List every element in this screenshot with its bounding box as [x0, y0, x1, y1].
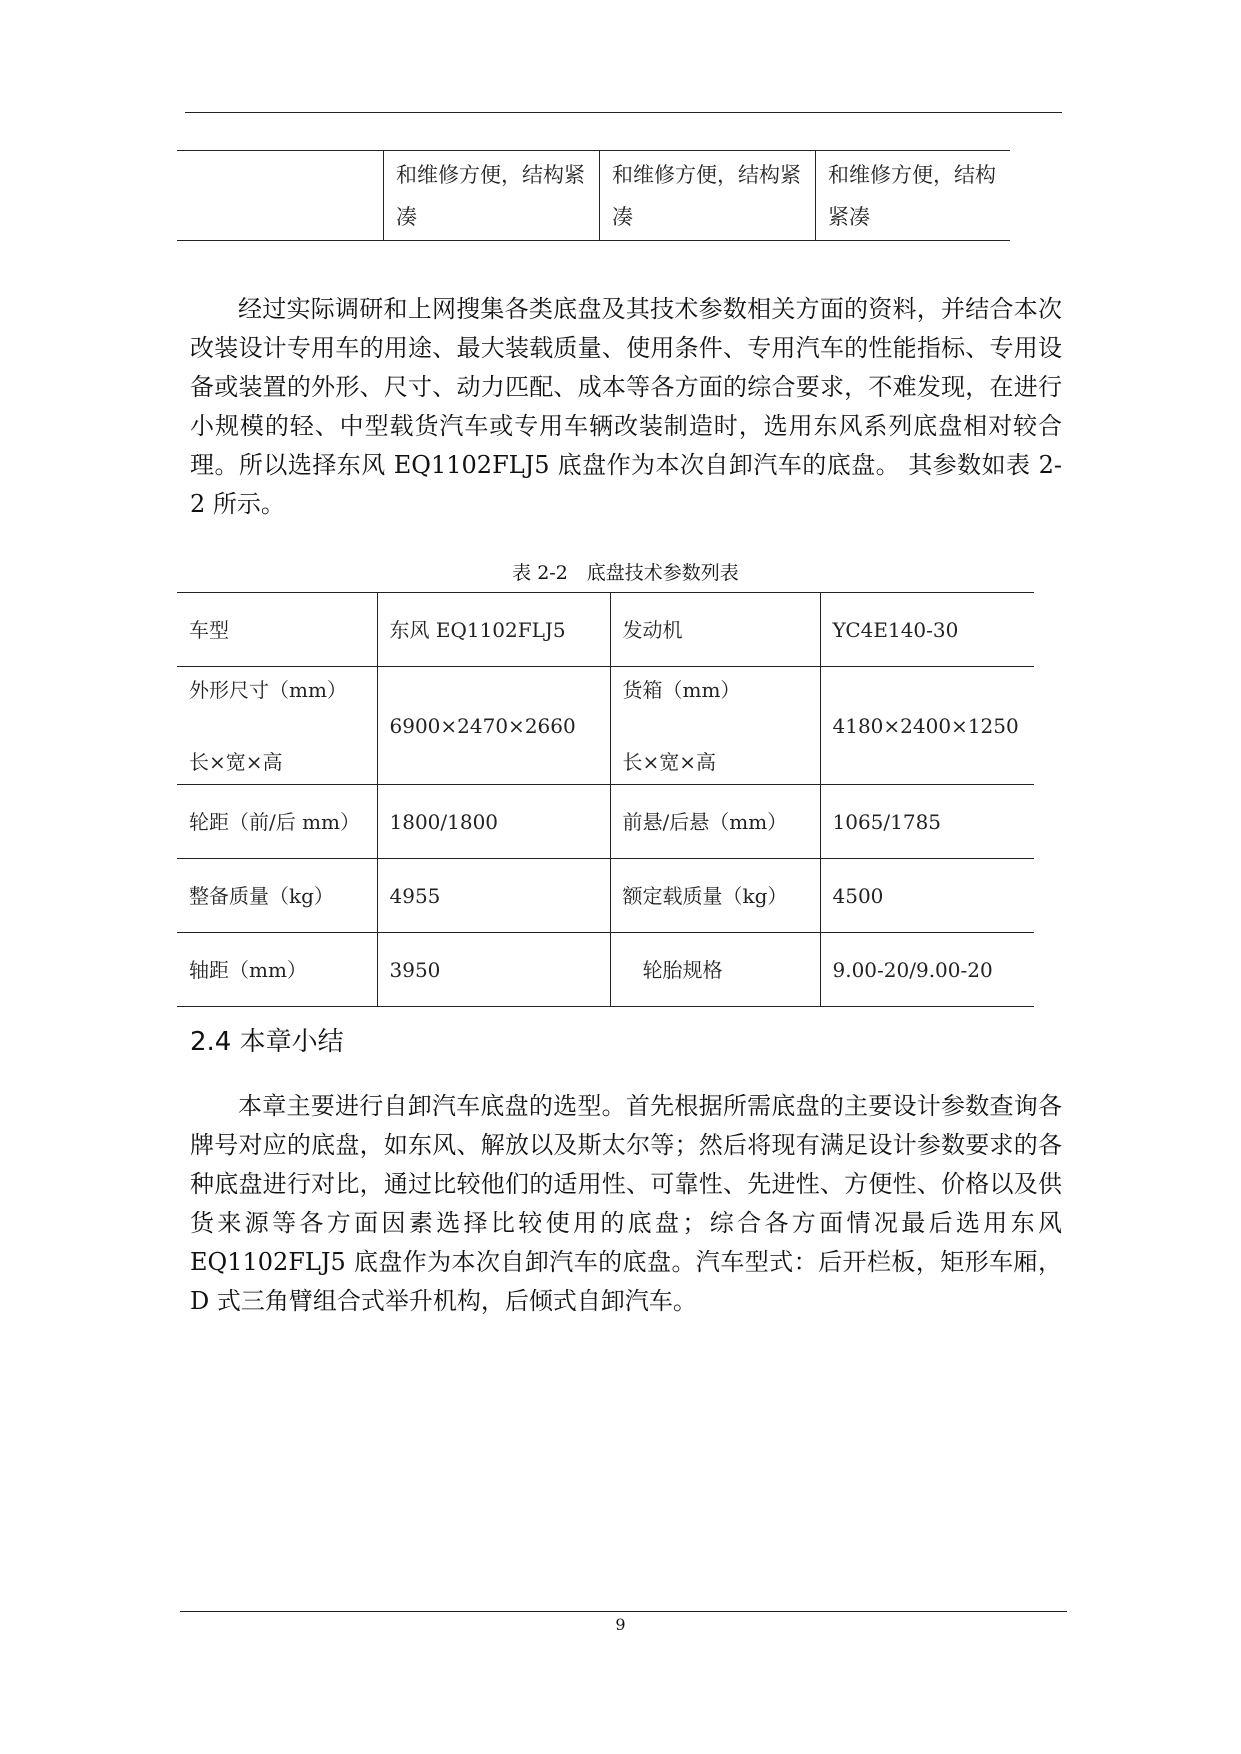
table-cell: 发动机: [610, 593, 820, 667]
continued-cell: 和维修方便，结构紧凑: [816, 151, 1011, 241]
table-cell: 轮距（前/后 mm）: [189, 809, 361, 834]
header-rule: [185, 112, 1062, 113]
table-row: [177, 785, 1034, 859]
table-cell: 额定载质量（kg）: [610, 859, 820, 933]
table-cell: 东风 EQ1102FLJ5: [377, 593, 610, 667]
table-cell: 1800/1800: [377, 785, 610, 859]
table-cell: 前悬/后悬（mm）: [610, 785, 820, 859]
chassis-parameter-table: [177, 592, 1034, 1007]
table-cell: YC4E140-30: [820, 593, 1034, 667]
section-heading: 2.4 本章小结: [190, 1027, 344, 1057]
table-cell: 外形尺寸（mm） 长×宽×高: [189, 677, 347, 774]
table-cell: 整备质量（kg）: [189, 883, 334, 908]
table-cell: 车型: [189, 617, 229, 642]
table-row: [177, 593, 1034, 667]
table-cell: 3950: [377, 933, 610, 1007]
table-cell: 9.00-20/9.00-20: [820, 933, 1034, 1007]
table-cell: 4180×2400×1250: [820, 667, 1034, 785]
table-row: [177, 667, 1034, 785]
continued-cell: 和维修方便，结构紧凑: [384, 151, 600, 241]
table-row: [177, 933, 1034, 1007]
table-cell: 1065/1785: [820, 785, 1034, 859]
table-cell: 货箱（mm） 长×宽×高: [610, 667, 820, 785]
table-cell: 轴距（mm）: [189, 957, 307, 982]
continued-table: [177, 150, 1010, 241]
table-cell: 轮胎规格: [610, 933, 820, 1007]
table-cell: 6900×2470×2660: [377, 667, 610, 785]
page-number: 9: [615, 1615, 626, 1634]
footer-rule: [180, 1611, 1067, 1612]
summary-paragraph: 本章主要进行自卸汽车底盘的选型。首先根据所需底盘的主要设计参数查询各牌号对应的底盘，如东风、解放以及斯太尔等；然后将现有满足设计参数要求的各种底盘进行对比，通过比较他们的适用性、可靠性、先进性、方便性、价格以及供货来源等各方面因素选择比较使用的底盘；综合各方面情况最后选用东风 EQ1102FLJ5 底盘作为本次自卸汽车的底盘。汽车型式：后开栏板，矩形车厢，D 式三角臂组合式举升机构，后倾式自卸汽车。: [190, 1092, 1062, 1315]
table-cell: 4500: [820, 859, 1034, 933]
body-paragraph: 经过实际调研和上网搜集各类底盘及其技术参数相关方面的资料，并结合本次改装设计专用车的用途、最大装载质量、使用条件、专用汽车的性能指标、专用设备或装置的外形、尺寸、动力匹配、成本等各方面的综合要求，不难发现，在进行小规模的轻、中型载货汽车或专用车辆改装制造时，选用东风系列底盘相对较合理。所以选择东风 EQ1102FLJ5 底盘作为本次自卸汽车的底盘。 其参数如表 2-2 所示。: [190, 295, 1062, 518]
table-row: [177, 859, 1034, 933]
continued-cell: 和维修方便，结构紧凑: [600, 151, 816, 241]
table-cell: 4955: [377, 859, 610, 933]
table-caption: 表 2-2 底盘技术参数列表: [512, 562, 739, 584]
